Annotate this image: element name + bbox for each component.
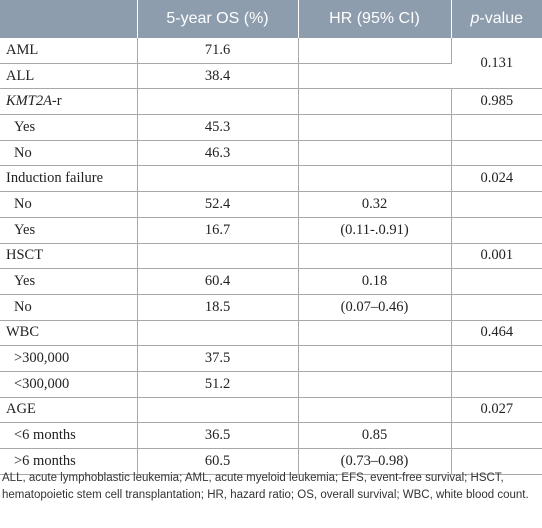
- row-label: AGE: [0, 397, 137, 423]
- os-cell: [137, 89, 298, 115]
- p-value-cell: [451, 269, 542, 295]
- os-cell: 37.5: [137, 346, 298, 372]
- p-value-cell: 0.464: [451, 320, 542, 346]
- p-value-cell: [451, 346, 542, 372]
- table-row: [0, 346, 542, 372]
- header-p-italic: p: [470, 10, 480, 27]
- table-row: [0, 166, 542, 192]
- os-cell: 51.2: [137, 371, 298, 397]
- os-cell: 46.3: [137, 140, 298, 166]
- header-row: [0, 0, 542, 38]
- p-value-cell: [451, 140, 542, 166]
- hr-cell: [298, 243, 451, 269]
- table-row: [0, 397, 542, 423]
- hr-cell: [298, 320, 451, 346]
- p-value-cell: 0.131: [451, 38, 542, 89]
- p-value-cell: [451, 371, 542, 397]
- p-value-cell: 0.001: [451, 243, 542, 269]
- row-label: Yes: [0, 269, 137, 295]
- os-cell: 38.4: [137, 63, 298, 89]
- row-label: HSCT: [0, 243, 137, 269]
- table-row: [0, 269, 542, 295]
- os-cell: [137, 320, 298, 346]
- os-cell: [137, 166, 298, 192]
- os-cell: 36.5: [137, 423, 298, 449]
- p-value-cell: [451, 423, 542, 449]
- row-label: ALL: [0, 63, 137, 89]
- p-value-cell: 0.027: [451, 397, 542, 423]
- table-row: [0, 217, 542, 243]
- row-label: Yes: [0, 217, 137, 243]
- p-value-cell: 0.024: [451, 166, 542, 192]
- hr-cell: [298, 89, 451, 115]
- table-row: [0, 371, 542, 397]
- row-label: Induction failure: [0, 166, 137, 192]
- table-row: [0, 243, 542, 269]
- os-cell: 71.6: [137, 38, 298, 63]
- hr-cell: [298, 115, 451, 141]
- gene-italic: KMT2A: [6, 93, 52, 110]
- header-variable: [0, 0, 137, 38]
- os-cell: 60.4: [137, 269, 298, 295]
- hr-cell: [298, 346, 451, 372]
- row-label: <6 months: [0, 423, 137, 449]
- p-value-cell: [451, 115, 542, 141]
- row-label: No: [0, 140, 137, 166]
- row-label: No: [0, 192, 137, 218]
- hr-cell: [298, 397, 451, 423]
- table-row: [0, 192, 542, 218]
- os-cell: 45.3: [137, 115, 298, 141]
- header-p-rest: -value: [479, 10, 523, 27]
- p-value-cell: [451, 217, 542, 243]
- p-value-cell: [451, 294, 542, 320]
- hr-cell: [298, 371, 451, 397]
- table-row: [0, 140, 542, 166]
- header-hr: HR (95% CI): [298, 0, 451, 38]
- hr-cell: [298, 166, 451, 192]
- row-label: Yes: [0, 115, 137, 141]
- table-row: [0, 320, 542, 346]
- row-label: No: [0, 294, 137, 320]
- os-cell: 60.5: [137, 449, 298, 475]
- table-row: [0, 423, 542, 449]
- os-cell: [137, 243, 298, 269]
- os-cell: 16.7: [137, 217, 298, 243]
- hr-cell: [298, 140, 451, 166]
- hr-cell: (0.07–0.46): [298, 294, 451, 320]
- gene-suffix: -r: [51, 93, 62, 110]
- header-os: 5-year OS (%): [137, 0, 298, 38]
- p-value-cell: 0.985: [451, 89, 542, 115]
- hr-cell: 0.85: [298, 423, 451, 449]
- header-p-value: [451, 0, 542, 38]
- hr-cell: 0.32: [298, 192, 451, 218]
- table-row: [0, 38, 542, 63]
- hr-cell: [298, 38, 451, 63]
- row-label: [0, 89, 137, 115]
- hr-cell: (0.11-.0.91): [298, 217, 451, 243]
- table-footnote: ALL, acute lymphoblastic leukemia; AML, acute myeloid leukemia; EFS, event-free survival; HSCT, hematopoietic stem cell transplantation; HR, hazard ratio; OS, overall survival; WBC, white blood count.: [2, 472, 529, 501]
- table-row: [0, 89, 542, 115]
- table-row: [0, 294, 542, 320]
- hr-cell: (0.73–0.98): [298, 449, 451, 475]
- os-cell: 52.4: [137, 192, 298, 218]
- p-value-cell: [451, 192, 542, 218]
- os-cell: [137, 397, 298, 423]
- row-label: >300,000: [0, 346, 137, 372]
- hr-cell: 0.18: [298, 269, 451, 295]
- os-cell: 18.5: [137, 294, 298, 320]
- row-label: >6 months: [0, 449, 137, 475]
- row-label: WBC: [0, 320, 137, 346]
- row-label: AML: [0, 38, 137, 63]
- hr-cell: [298, 63, 451, 89]
- table-row: [0, 115, 542, 141]
- row-label: <300,000: [0, 371, 137, 397]
